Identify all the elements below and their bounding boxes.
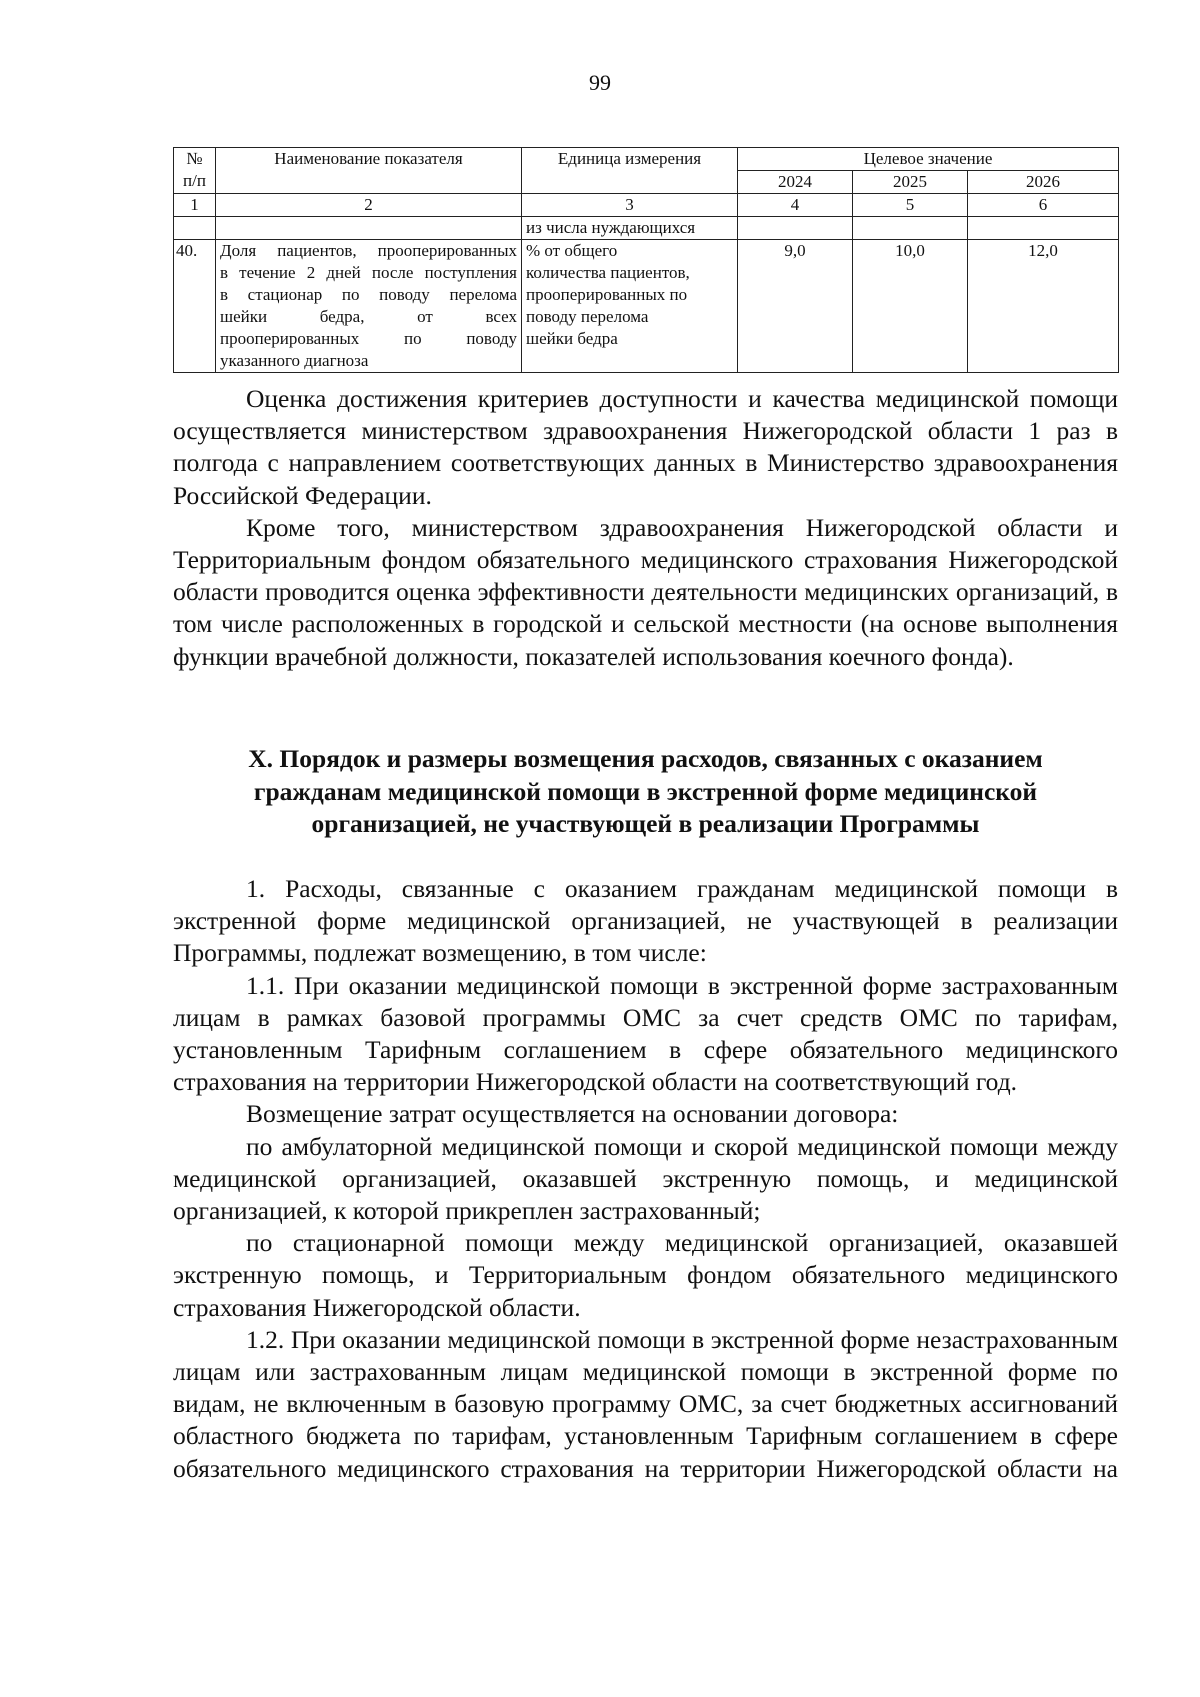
unit-line: прооперированных по bbox=[526, 285, 688, 304]
heading-line: гражданам медицинской помощи в экстренной форме медицинской bbox=[253, 776, 1038, 806]
cell-empty bbox=[216, 217, 522, 240]
unit-line: количества пациентов, bbox=[526, 263, 690, 282]
name-line: указанного диагноза bbox=[220, 351, 369, 370]
header-year-2025: 2025 bbox=[853, 171, 968, 194]
unit-line: шейки бедра bbox=[526, 329, 618, 348]
top-text-block bbox=[173, 383, 1118, 673]
name-line: прооперированных по поводу bbox=[220, 329, 517, 348]
cell-empty bbox=[968, 217, 1119, 240]
indicators-table bbox=[173, 147, 1119, 373]
cell-empty bbox=[174, 217, 216, 240]
col-number-4: 4 bbox=[738, 194, 853, 217]
col-number-6: 6 bbox=[968, 194, 1119, 217]
cell-value-2024: 9,0 bbox=[738, 240, 853, 373]
heading-line: организацией, не участвующей в реализации Программы bbox=[311, 809, 980, 838]
cell-value-2025: 10,0 bbox=[853, 240, 968, 373]
cell-value-2026: 12,0 bbox=[968, 240, 1119, 373]
cell-empty bbox=[853, 217, 968, 240]
name-line: в стационар по поводу перелома bbox=[220, 285, 517, 304]
unit-line: % от общего bbox=[526, 241, 618, 260]
name-line: шейки бедра, от всех bbox=[220, 307, 517, 326]
col-number-5: 5 bbox=[853, 194, 968, 217]
header-name: Наименование показателя bbox=[216, 148, 522, 194]
name-line: Доля пациентов, прооперированных bbox=[220, 241, 517, 260]
header-unit: Единица измерения bbox=[522, 148, 738, 194]
cell-unit-continuation: из числа нуждающихся bbox=[522, 217, 738, 240]
col-number-2: 2 bbox=[216, 194, 522, 217]
table-row bbox=[174, 217, 1119, 240]
header-num: № п/п bbox=[174, 148, 216, 194]
paragraph: по стационарной помощи между медицинской организацией, оказавшей экстренную помощь, и Территориальным фондом обязательного медицинского страхования Нижегородской области. bbox=[173, 1228, 1118, 1322]
unit-line: поводу перелома bbox=[526, 307, 649, 326]
col-number-3: 3 bbox=[522, 194, 738, 217]
col-number-1: 1 bbox=[174, 194, 216, 217]
paragraph: 1.1. При оказании медицинской помощи в экстренной форме застрахованным лицам в рамках базовой программы ОМС за счет средств ОМС по тарифам, установленным Тарифным соглашением в сфере обязательного медицинского страхования на территории Нижегородской области на соответствующий год. bbox=[173, 970, 1118, 1097]
header-target: Целевое значение bbox=[738, 148, 1119, 171]
heading-line: X. Порядок и размеры возмещения расходов, связанных с оказанием bbox=[248, 744, 1043, 773]
name-line: в течение 2 дней после поступления bbox=[220, 263, 517, 282]
bottom-text-block bbox=[173, 873, 1118, 1485]
header-year-2024: 2024 bbox=[738, 171, 853, 194]
paragraph: Кроме того, министерством здравоохранения Нижегородской области и Территориальным фондом обязательного медицинского страхования Нижегородской области проводится оценка эффективности деятельности медицинских организаций, в том числе расположенных в городской и сельской местности (на основе выполнения функции врачебной должности, показателей использования коечного фонда). bbox=[173, 512, 1118, 671]
header-year-2026: 2026 bbox=[968, 171, 1119, 194]
paragraph: Возмещение затрат осуществляется на основании договора: bbox=[246, 1099, 899, 1129]
table-header-row bbox=[174, 148, 1119, 171]
table-row bbox=[174, 240, 1119, 373]
page-number: 99 bbox=[589, 70, 611, 95]
paragraph: Оценка достижения критериев доступности и качества медицинской помощи осуществляется министерством здравоохранения Нижегородской области 1 раз в полгода с направлением соответствующих данных в Министерство здравоохранения Российской Федерации. bbox=[173, 384, 1118, 510]
cell-num: 40. bbox=[174, 240, 216, 373]
table-column-numbers-row bbox=[174, 194, 1119, 217]
paragraph: 1.2. При оказании медицинской помощи в экстренной форме незастрахованным лицам или застрахованным лицам медицинской помощи в экстренной форме по видам, не включенным в базовую программу ОМС, за счет бюджетных ассигнований областного бюджета по тарифам, установленным Тарифным соглашением в сфере обязательного медицинского страхования на территории Нижегородской области на bbox=[173, 1324, 1118, 1483]
paragraph: по амбулаторной медицинской помощи и скорой медицинской помощи между медицинской организацией, оказавшей экстренную помощь, и медицинской организацией, к которой прикреплен застрахованный; bbox=[173, 1131, 1118, 1226]
paragraph: 1. Расходы, связанные с оказанием гражданам медицинской помощи в экстренной форме медицинской организацией, не участвующей в реализации Программы, подлежат возмещению, в том числе: bbox=[173, 874, 1118, 968]
cell-unit bbox=[522, 240, 738, 373]
section-heading bbox=[173, 743, 1118, 841]
cell-indicator-name bbox=[216, 240, 522, 373]
cell-empty bbox=[738, 217, 853, 240]
